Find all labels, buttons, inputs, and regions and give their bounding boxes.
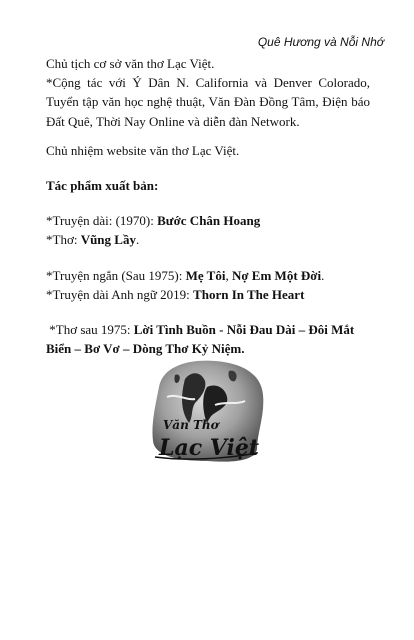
spacer: [46, 131, 370, 141]
novel-title: Bước Chân Hoang: [157, 213, 261, 229]
short-stories-line: [46, 266, 370, 285]
logo-graphic: [145, 357, 269, 465]
short-suffix: .: [321, 267, 325, 283]
intro-line-1: Chủ tịch cơ sở văn thơ Lạc Việt.: [46, 56, 215, 71]
short-title-1: Mẹ Tôi: [185, 267, 226, 283]
works-heading: Tác phẩm xuất bản:: [46, 178, 159, 194]
poem-title: Vũng Lầy: [80, 232, 136, 248]
poem-line: [46, 230, 370, 249]
page-content: [46, 54, 370, 358]
running-header: Quê Hương và Nỗi Nhớ: [257, 35, 384, 49]
spacer: [46, 250, 370, 266]
short-prefix: *Truyện ngắn (Sau 1975):: [46, 267, 186, 283]
spacer: [46, 304, 370, 320]
intro-line-3: Chủ nhiệm website văn thơ Lạc Việt.: [46, 142, 240, 158]
intro-line-2: *Cộng tác với Ý Dân N. California và Denver Colorado, Tuyển tập văn học nghệ thuật, Văn Đàn Đồng Tâm, Điện báo Đất Quê, Thời Nay Online và diễn đàn Network.: [46, 75, 370, 129]
poems-after-prefix: *Thơ sau 1975:: [46, 322, 134, 338]
spacer: [46, 195, 370, 211]
lac-viet-logo: [145, 357, 269, 465]
english-novel-line: [46, 285, 370, 304]
english-title: Thorn In The Heart: [193, 286, 305, 302]
logo-text-bottom: Lạc Việt: [159, 435, 259, 461]
poems-after-line: [46, 320, 370, 358]
novel-line: [46, 211, 370, 230]
novel-prefix: *Truyện dài: (1970):: [46, 213, 158, 229]
short-title-2: Nợ Em Một Đời: [231, 267, 322, 283]
poem-prefix: *Thơ:: [46, 232, 81, 248]
spacer: [46, 160, 370, 176]
english-prefix: *Truyện dài Anh ngữ 2019:: [46, 286, 194, 302]
short-sep: ,: [225, 267, 232, 283]
logo-text-top: Văn Thơ: [163, 418, 219, 432]
poems-after-titles: Lời Tình Buồn - Nỗi Đau Dài – Đôi Mắt Biển – Bơ Vơ – Dòng Thơ Kỷ Niệm.: [46, 322, 358, 357]
poem-suffix: .: [135, 232, 140, 248]
